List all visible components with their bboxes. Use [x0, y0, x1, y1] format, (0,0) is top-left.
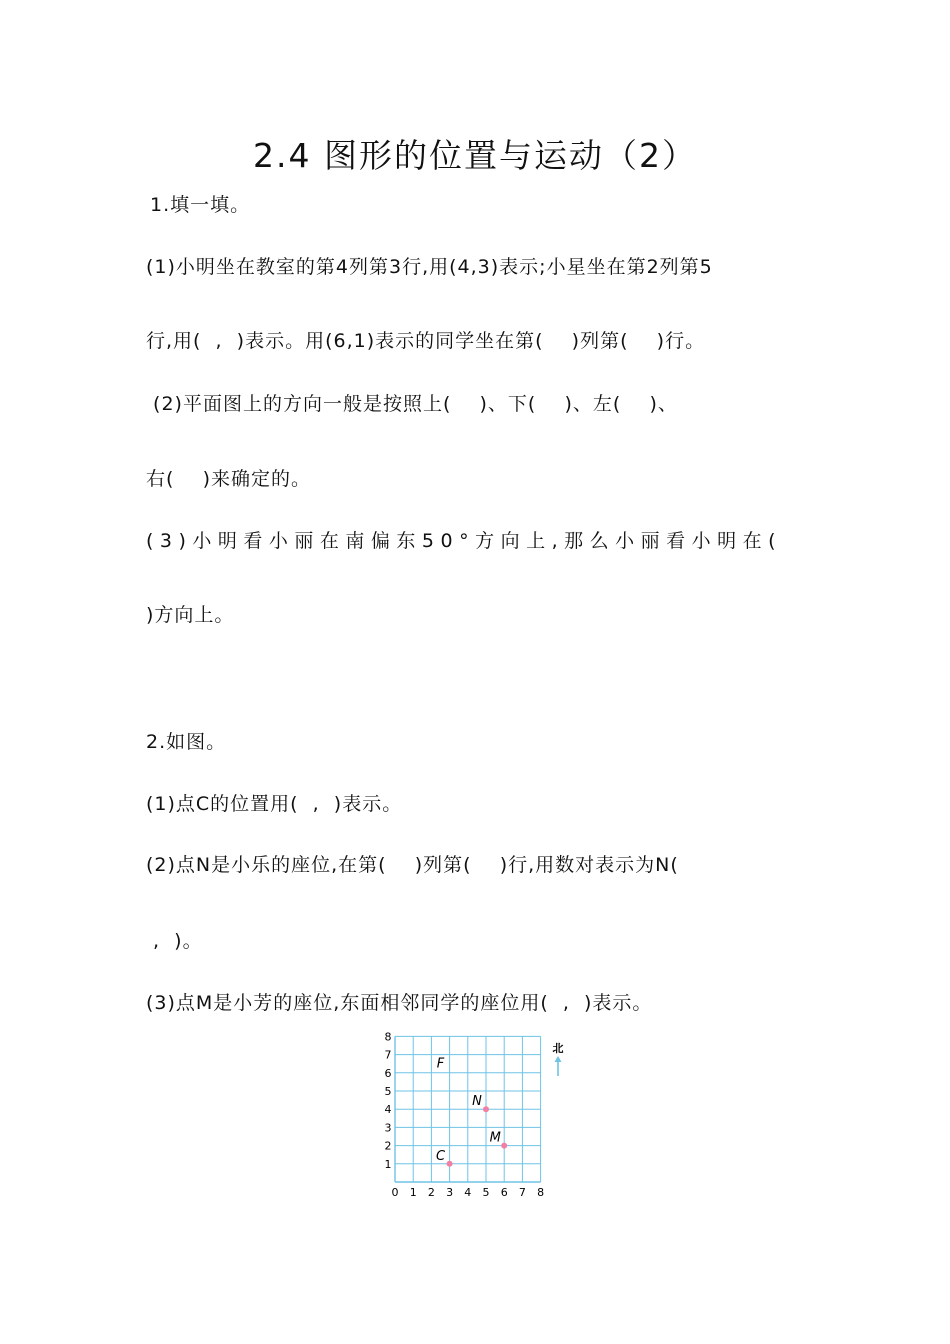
point-label: C: [436, 1148, 446, 1164]
x-tick-label: 4: [464, 1186, 472, 1199]
q1-p2-line1: (2)平面图上的方向一般是按照上( )、下( )、左( )、: [146, 393, 678, 415]
y-tick-label: 1: [384, 1157, 392, 1171]
north-arrow-icon: [555, 1056, 562, 1076]
x-tick-label: 5: [482, 1186, 490, 1199]
x-tick-label: 1: [409, 1186, 417, 1199]
north-label: 北: [552, 1042, 564, 1055]
y-tick-label: 3: [384, 1121, 392, 1135]
q2-p2-line1: (2)点N是小乐的座位,在第( )列第( )行,用数对表示为N(: [146, 854, 679, 876]
x-tick-label: 6: [500, 1186, 508, 1199]
point-label: F: [436, 1056, 445, 1072]
q1-p1-line1: (1)小明坐在教室的第4列第3行,用(4,3)表示;小星坐在第2列第5: [146, 256, 713, 278]
x-tick-label: 0: [391, 1186, 399, 1199]
y-tick-label: 6: [384, 1066, 392, 1080]
q1-p3-line2: )方向上。: [146, 604, 235, 626]
page-title: 2.4 图形的位置与运动（2）: [253, 136, 697, 175]
q2-p1: (1)点C的位置用( , )表示。: [146, 793, 403, 815]
point-label: N: [472, 1094, 482, 1110]
q2-p2-line2: , )。: [146, 930, 203, 952]
x-tick-label: 8: [537, 1186, 545, 1199]
y-tick-label: 4: [384, 1103, 392, 1117]
q1-p2-line2: 右( )来确定的。: [146, 468, 311, 490]
point-f: [437, 1057, 445, 1072]
y-axis-ticks: [385, 1030, 392, 1170]
x-tick-label: 3: [446, 1186, 454, 1199]
q1-p3-line1: (3)小明看小丽在南偏东50°方向上,那么小丽看小明在(: [146, 530, 783, 552]
grid-lines: [395, 1036, 541, 1182]
q2-p3: (3)点M是小芳的座位,东面相邻同学的座位用( , )表示。: [146, 992, 653, 1014]
y-tick-label: 8: [384, 1030, 392, 1044]
point-marker: [483, 1106, 489, 1112]
y-tick-label: 5: [384, 1085, 392, 1098]
x-axis-ticks: [392, 1186, 545, 1199]
y-tick-label: 2: [384, 1139, 392, 1153]
coordinate-grid-figure: [376, 1030, 576, 1206]
point-marker: [447, 1161, 453, 1167]
x-tick-label: 7: [518, 1186, 526, 1199]
q2-heading: 2.如图。: [146, 731, 227, 753]
x-tick-label: 2: [427, 1186, 435, 1199]
q1-p1-line2: 行,用( , )表示。用(6,1)表示的同学坐在第( )列第( )行。: [146, 330, 706, 352]
y-tick-label: 7: [384, 1048, 392, 1062]
point-marker: [501, 1143, 507, 1149]
q1-heading: 1.填一填。: [150, 194, 251, 216]
point-label: M: [489, 1130, 501, 1146]
